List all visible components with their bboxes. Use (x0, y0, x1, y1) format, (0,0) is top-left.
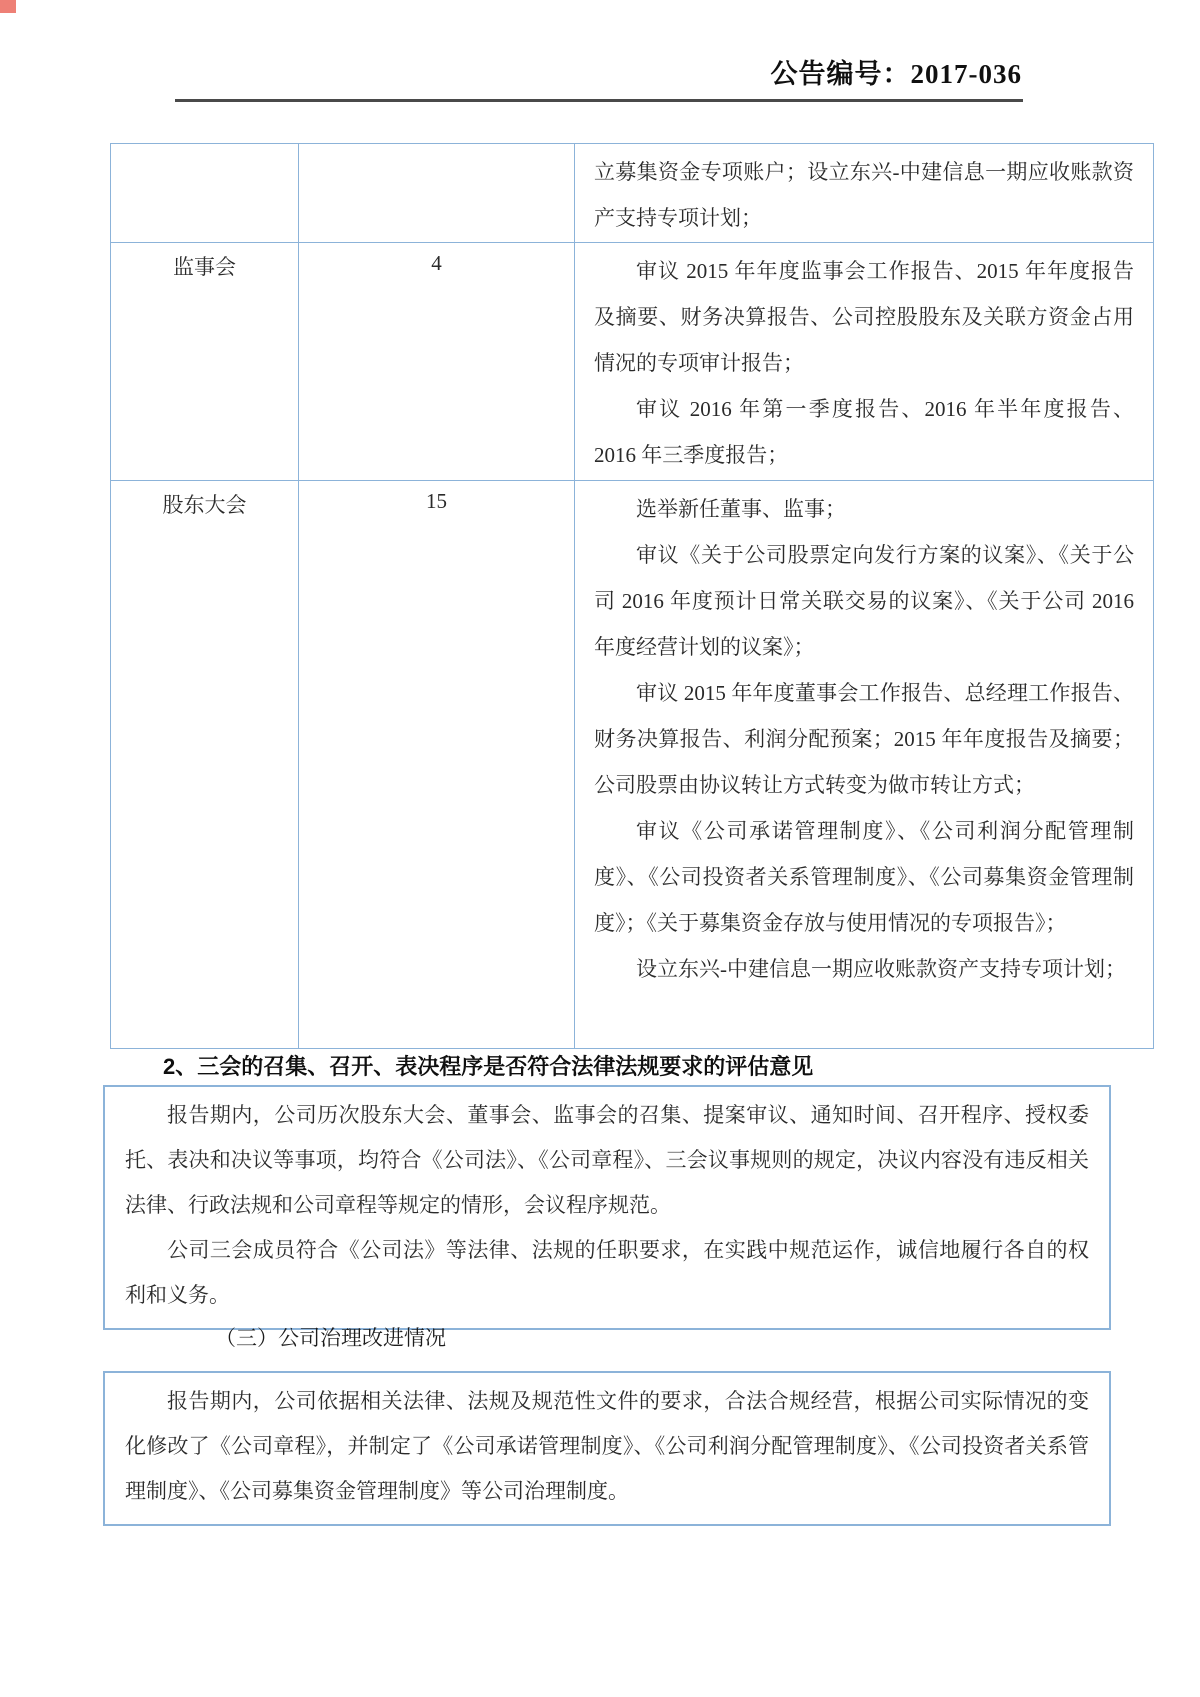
table-row (111, 243, 1154, 481)
table-row (111, 144, 1154, 243)
organ-cell: 股东大会 (111, 481, 299, 1049)
content-cell (575, 481, 1154, 1049)
paragraph: 公司三会成员符合《公司法》等法律、法规的任职要求，在实践中规范运作，诚信地履行各自的权利和义务。 (125, 1238, 1089, 1307)
paragraph: 审议 2016 年第一季度报告、2016 年半年度报告、2016 年三季度报告； (594, 397, 1134, 467)
content-cell (575, 144, 1154, 243)
content-cell (575, 243, 1154, 481)
header-divider (175, 99, 1023, 102)
meetings-table (110, 143, 1154, 1049)
evaluation-text-box (103, 1085, 1111, 1330)
paragraph: 选举新任董事、监事； (636, 497, 846, 521)
organ-cell: 监事会 (111, 243, 299, 481)
paragraph: 报告期内，公司历次股东大会、董事会、监事会的召集、提案审议、通知时间、召开程序、授权委托、表决和决议等事项，均符合《公司法》、《公司章程》、三会议事规则的规定，决议内容没有违反相关法律、行政法规和公司章程等规定的情形，会议程序规范。 (125, 1103, 1089, 1217)
scan-corner-artifact (0, 0, 16, 13)
count-cell: 15 (299, 481, 575, 1049)
organ-cell (111, 144, 299, 243)
paragraph: 审议《公司承诺管理制度》、《公司利润分配管理制度》、《公司投资者关系管理制度》、《公司募集资金管理制度》；《关于募集资金存放与使用情况的专项报告》； (594, 819, 1134, 935)
paragraph: 报告期内，公司依据相关法律、法规及规范性文件的要求，合法合规经营，根据公司实际情况的变化修改了《公司章程》，并制定了《公司承诺管理制度》、《公司利润分配管理制度》、《公司投资者关系管理制度》、《公司募集资金管理制度》等公司治理制度。 (125, 1389, 1089, 1503)
doc-number: 公告编号：2017-036 (770, 59, 1022, 89)
paragraph: 审议《关于公司股票定向发行方案的议案》、《关于公司 2016 年度预计日常关联交易的议案》、《关于公司 2016 年度经营计划的议案》； (594, 543, 1134, 659)
count-cell: 4 (299, 243, 575, 481)
governance-text-box (103, 1371, 1111, 1526)
paragraph: 设立东兴-中建信息一期应收账款资产支持专项计划； (636, 957, 1126, 981)
paragraph: 审议 2015 年年度监事会工作报告、2015 年年度报告及摘要、财务决算报告、公司控股股东及关联方资金占用情况的专项审计报告； (594, 259, 1134, 375)
section-heading-evaluation: 2、三会的召集、召开、表决程序是否符合法律法规要求的评估意见 (163, 1054, 814, 1079)
paragraph: 立募集资金专项账户；设立东兴-中建信息一期应收账款资产支持专项计划； (594, 160, 1134, 230)
count-cell (299, 144, 575, 243)
paragraph: 审议 2015 年年度董事会工作报告、总经理工作报告、财务决算报告、利润分配预案；2015 年年度报告及摘要；公司股票由协议转让方式转变为做市转让方式； (594, 681, 1134, 797)
table-row (111, 481, 1154, 1049)
section-heading-governance-improvement: （三）公司治理改进情况 (215, 1326, 446, 1350)
